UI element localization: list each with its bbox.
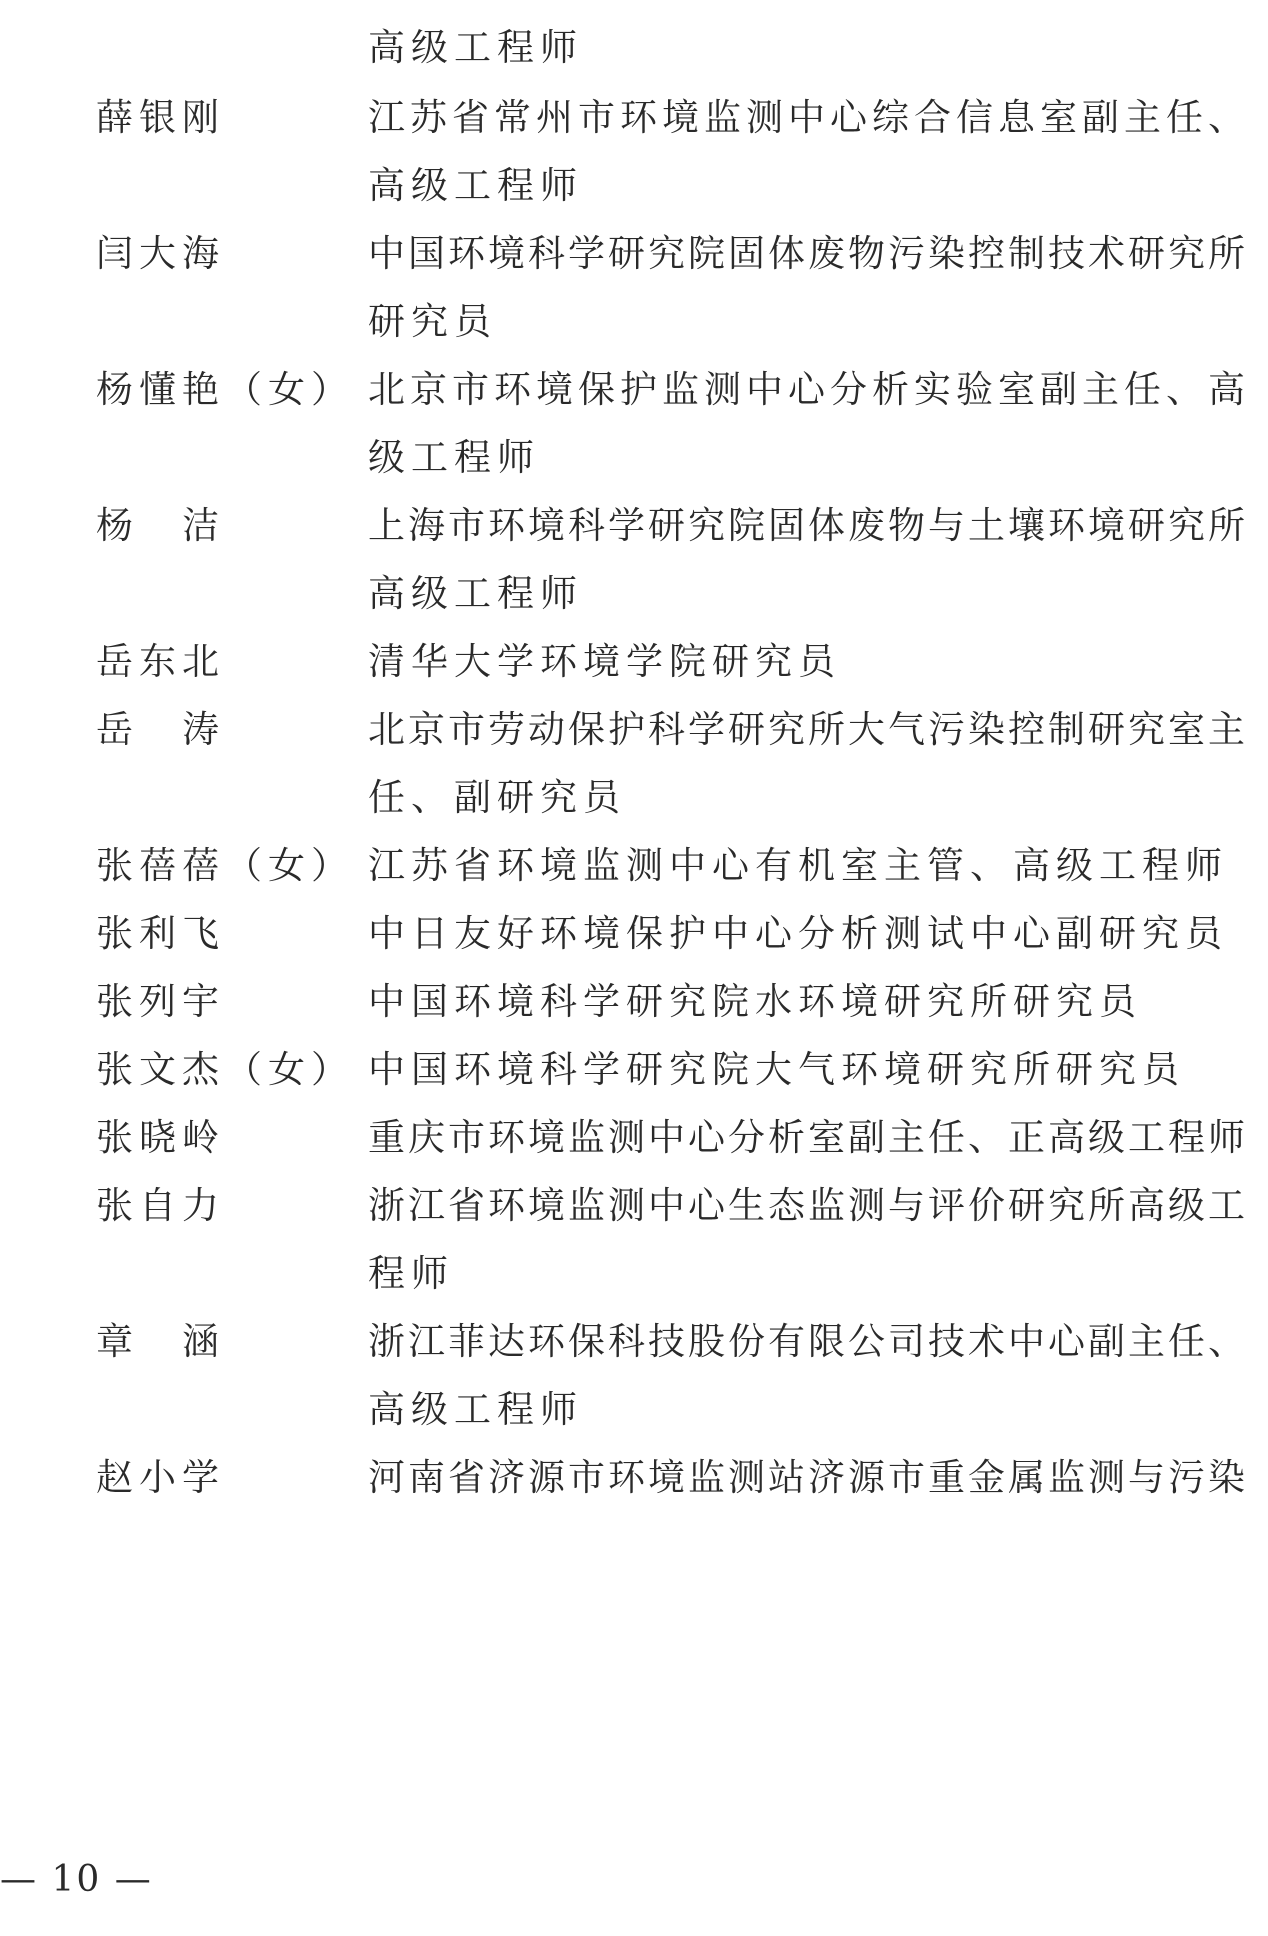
entry-desc: 程师 — [368, 1252, 454, 1295]
entry-name: 赵小学 — [96, 1456, 225, 1499]
entry-name: 张蓓蓓（女） — [96, 844, 354, 887]
entry-desc: 级工程师 — [368, 436, 540, 479]
entry-desc: 浙江省环境监测中心生态监测与评价研究所高级工 — [368, 1184, 1248, 1227]
entry-desc: 中国环境科学研究院水环境研究所研究员 — [368, 980, 1142, 1023]
entry-name: 张文杰（女） — [96, 1048, 354, 1091]
entry-desc: 中国环境科学研究院大气环境研究所研究员 — [368, 1048, 1185, 1091]
entry-name: 岳东北 — [96, 640, 225, 683]
entry-continuation: 高级工程师 — [368, 26, 583, 69]
entry-desc: 高级工程师 — [368, 164, 583, 207]
entry-name: 闫大海 — [96, 232, 225, 275]
page-number: — 10 — — [0, 1859, 153, 1900]
entry-name: 薛银刚 — [96, 96, 225, 139]
entry-name: 岳 涛 — [96, 708, 225, 751]
entry-desc: 高级工程师 — [368, 572, 583, 615]
entry-desc: 重庆市环境监测中心分析室副主任、正高级工程师 — [368, 1116, 1248, 1159]
entry-name: 张列宇 — [96, 980, 225, 1023]
entry-desc: 上海市环境科学研究院固体废物与土壤环境研究所 — [368, 504, 1248, 547]
entry-name: 张自力 — [96, 1184, 225, 1227]
entry-desc: 清华大学环境学院研究员 — [368, 640, 841, 683]
entry-desc: 北京市劳动保护科学研究所大气污染控制研究室主 — [368, 708, 1248, 751]
entry-desc: 江苏省常州市环境监测中心综合信息室副主任、 — [368, 96, 1250, 139]
entry-name: 杨 洁 — [96, 504, 225, 547]
entry-desc: 任、副研究员 — [368, 776, 626, 819]
entry-name: 张晓岭 — [96, 1116, 225, 1159]
entry-name: 杨懂艳（女） — [96, 368, 354, 411]
entry-desc: 中国环境科学研究院固体废物污染控制技术研究所 — [368, 232, 1248, 275]
entry-name: 章 涵 — [96, 1320, 225, 1363]
entry-name: 张利飞 — [96, 912, 225, 955]
entry-desc: 江苏省环境监测中心有机室主管、高级工程师 — [368, 844, 1228, 887]
entry-desc: 河南省济源市环境监测站济源市重金属监测与污染 — [368, 1456, 1248, 1499]
entry-desc: 高级工程师 — [368, 1388, 583, 1431]
entry-desc: 研究员 — [368, 300, 497, 343]
entry-desc: 北京市环境保护监测中心分析实验室副主任、高 — [368, 368, 1250, 411]
entry-desc: 浙江菲达环保科技股份有限公司技术中心副主任、 — [368, 1320, 1248, 1363]
entry-desc: 中日友好环境保护中心分析测试中心副研究员 — [368, 912, 1228, 955]
